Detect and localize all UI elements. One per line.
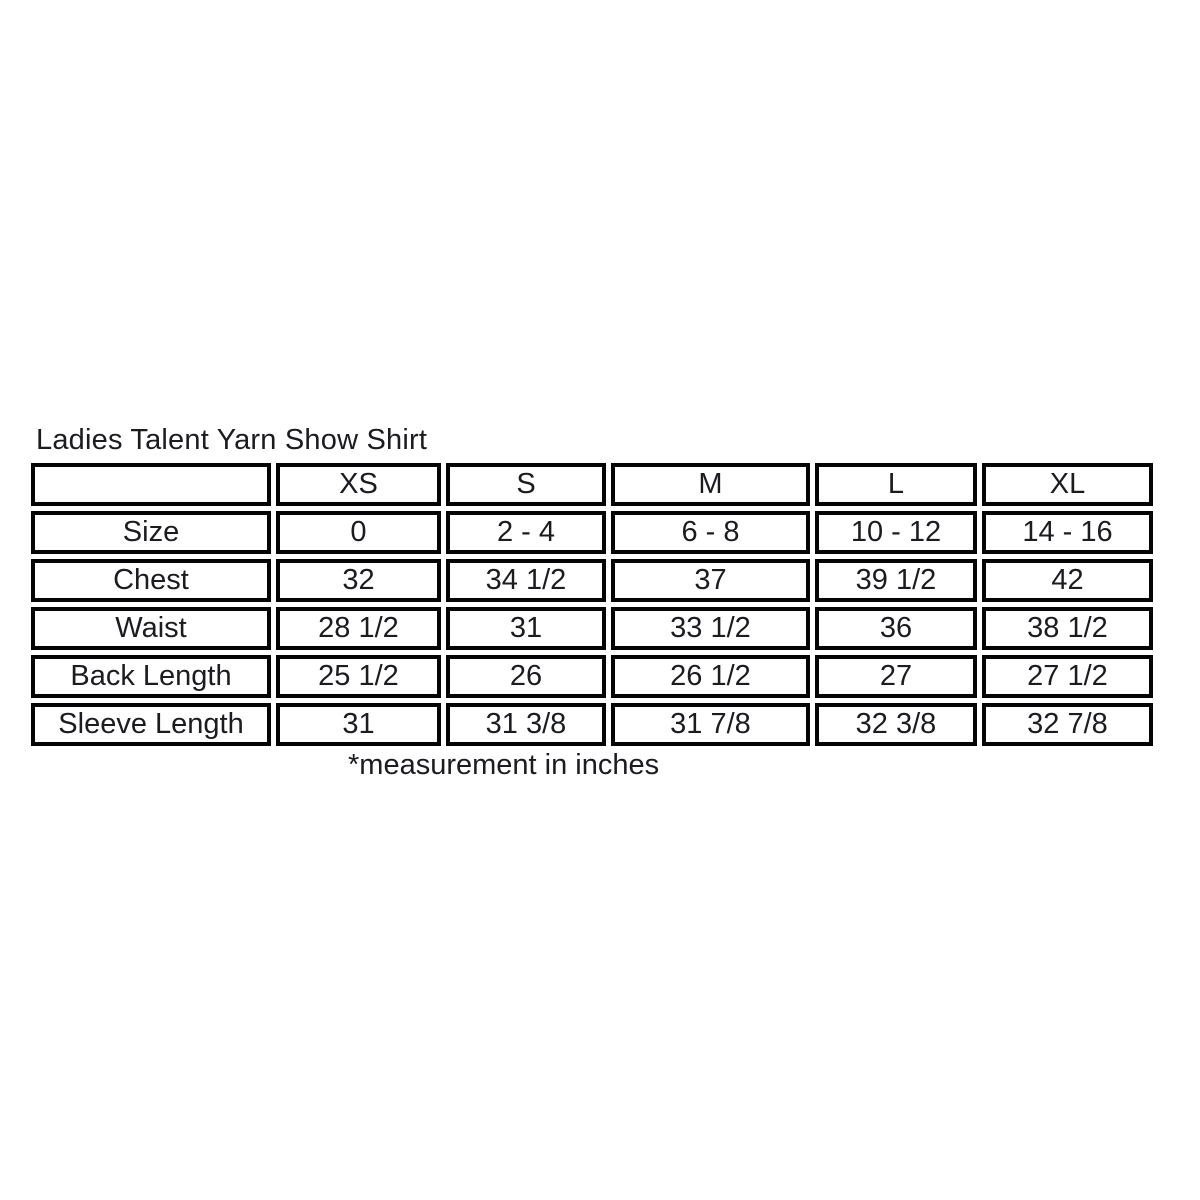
size-col-header-xl: XL [982,463,1153,506]
size-chart-table [26,458,1158,751]
row-label-waist: Waist [31,607,271,650]
cell-size-s: 2 - 4 [446,511,606,554]
cell-chest-xl: 42 [982,559,1153,602]
row-label-chest: Chest [31,559,271,602]
measurement-footnote: *measurement in inches [348,749,660,781]
size-header-row [31,463,1153,506]
page-title: Ladies Talent Yarn Show Shirt [36,424,428,456]
cell-chest-l: 39 1/2 [815,559,977,602]
cell-sleeve-length-xs: 31 [276,703,441,746]
table-row-sleeve-length [31,703,1153,746]
cell-waist-m: 33 1/2 [611,607,810,650]
table-row-back-length [31,655,1153,698]
corner-cell [31,463,271,506]
cell-size-l: 10 - 12 [815,511,977,554]
row-label-sleeve-length: Sleeve Length [31,703,271,746]
row-label-size: Size [31,511,271,554]
size-col-header-s: S [446,463,606,506]
cell-sleeve-length-l: 32 3/8 [815,703,977,746]
cell-back-length-m: 26 1/2 [611,655,810,698]
cell-waist-l: 36 [815,607,977,650]
table-row-size [31,511,1153,554]
size-col-header-l: L [815,463,977,506]
cell-back-length-l: 27 [815,655,977,698]
cell-size-xl: 14 - 16 [982,511,1153,554]
cell-sleeve-length-m: 31 7/8 [611,703,810,746]
table-row-chest [31,559,1153,602]
row-label-back-length: Back Length [31,655,271,698]
cell-waist-xl: 38 1/2 [982,607,1153,650]
cell-waist-s: 31 [446,607,606,650]
cell-back-length-s: 26 [446,655,606,698]
cell-waist-xs: 28 1/2 [276,607,441,650]
cell-size-m: 6 - 8 [611,511,810,554]
cell-chest-s: 34 1/2 [446,559,606,602]
cell-chest-m: 37 [611,559,810,602]
cell-sleeve-length-s: 31 3/8 [446,703,606,746]
size-col-header-xs: XS [276,463,441,506]
cell-back-length-xs: 25 1/2 [276,655,441,698]
cell-back-length-xl: 27 1/2 [982,655,1153,698]
size-col-header-m: M [611,463,810,506]
cell-sleeve-length-xl: 32 7/8 [982,703,1153,746]
cell-size-xs: 0 [276,511,441,554]
cell-chest-xs: 32 [276,559,441,602]
table-row-waist [31,607,1153,650]
